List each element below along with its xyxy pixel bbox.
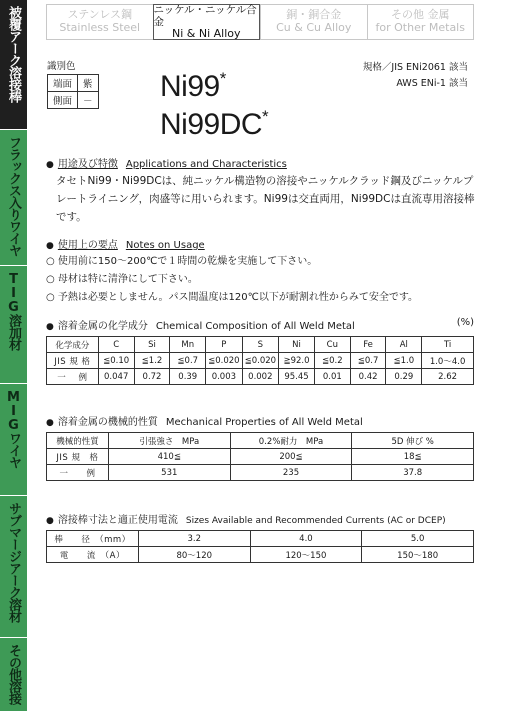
table-cell: ≦0.7 (170, 353, 206, 369)
table-cell: 0.002 (242, 369, 278, 385)
table-header: Si (134, 337, 170, 353)
sidebar-tab-label: フラックス入りワイヤ (6, 136, 21, 256)
tab-label-jp: 銅・銅合金 (286, 8, 342, 22)
heading-jp: 溶接棒寸法と適正使用電流 (57, 515, 178, 526)
table-header-row (47, 433, 474, 449)
table-cell: 37.8 (352, 465, 474, 481)
sidebar-tab-flux-cored-wire[interactable] (0, 130, 27, 266)
table-cell: 0.29 (386, 369, 422, 385)
identification-color-caption: 識別色 (47, 61, 76, 72)
asterisk-mark: * (262, 107, 269, 126)
unit-label: (%) (456, 317, 474, 328)
section-heading (46, 413, 474, 428)
table-cell: 18≦ (352, 449, 474, 465)
usage-notes (46, 253, 486, 307)
metal-category-tabs (46, 4, 474, 40)
table-header: Ni (279, 337, 315, 353)
table-cell: ≦0.10 (98, 353, 134, 369)
table-cell: 紫 (78, 75, 99, 92)
bullet-icon: ● (46, 516, 54, 526)
table-header: C (98, 337, 134, 353)
list-item: ○ 使用前に150～200℃で１時間の乾燥を実施して下さい。 (46, 256, 318, 267)
usage-section (46, 236, 486, 307)
mechanical-table (46, 432, 474, 481)
tab-label-en: Stainless Steel (59, 21, 141, 34)
table-header: 5D 伸び % (352, 433, 474, 449)
table-cell: 電 流 （A） (47, 547, 139, 563)
heading-en: Sizes Available and Recommended Currents (AC or DCEP) (185, 516, 446, 526)
table-header-row (47, 337, 474, 353)
table-header: Cu (314, 337, 350, 353)
table-row (47, 353, 474, 369)
table-header: S (242, 337, 278, 353)
table-row (47, 547, 474, 563)
section-heading (46, 155, 476, 170)
heading-jp: 溶着金属の化学成分 (57, 321, 148, 332)
table-cell: 0.003 (206, 369, 242, 385)
table-row (47, 465, 474, 481)
heading-jp: 使用上の要点 (57, 240, 118, 251)
table-cell: 0.01 (314, 369, 350, 385)
table-row (47, 369, 474, 385)
table-cell: 200≦ (230, 449, 352, 465)
bullet-icon: ● (46, 418, 54, 428)
list-item: ○ 予熱は必要としません。パス間温度は120℃以下が耐割れ性からみて安全です。 (46, 292, 419, 303)
sizes-table (46, 530, 474, 563)
chemical-section (46, 317, 474, 385)
heading-en: Applications and Characteristics (125, 159, 287, 170)
aws-standard: AWS ENi-1 該当 (396, 78, 468, 89)
table-header: Fe (350, 337, 386, 353)
table-header: P (206, 337, 242, 353)
product-name-text: Ni99DC (160, 108, 263, 141)
tab-other-metals[interactable] (367, 4, 475, 40)
sidebar-tab-tig-filler[interactable] (0, 266, 27, 384)
table-cell: 3.2 (138, 531, 250, 547)
section-heading (46, 317, 474, 332)
section-heading (46, 511, 474, 526)
asterisk-mark: * (219, 69, 226, 88)
table-cell: 4.0 (250, 531, 362, 547)
table-cell: 側面 (48, 92, 78, 109)
tab-cu-alloy[interactable] (260, 4, 367, 40)
mechanical-section (46, 413, 474, 481)
table-header: 0.2%耐力 MPa (230, 433, 352, 449)
standards-info (363, 60, 468, 92)
table-row (48, 92, 99, 109)
heading-jp: 用途及び特徴 (57, 159, 118, 170)
sidebar-tab-mig-wire[interactable] (0, 384, 27, 496)
table-cell: ≧92.0 (279, 353, 315, 369)
table-cell: 1.0～4.0 (422, 353, 474, 369)
jis-standard: 規格／JIS ENi2061 該当 (362, 62, 468, 73)
table-cell: JIS 規 格 (47, 353, 99, 369)
table-cell: 0.42 (350, 369, 386, 385)
table-cell: JIS 規 格 (47, 449, 109, 465)
tab-label-jp: その他 金属 (391, 8, 450, 22)
tab-label-en: Cu & Cu Alloy (276, 21, 352, 34)
applications-section (46, 155, 476, 226)
sidebar-tab-label: MIGワイヤ (6, 390, 21, 468)
table-cell: 5.0 (362, 531, 474, 547)
table-cell: 410≦ (108, 449, 230, 465)
table-cell: 0.047 (98, 369, 134, 385)
table-cell: 棒 径 （mm） (47, 531, 139, 547)
bullet-icon: ● (46, 241, 54, 251)
sidebar-tab-label: その他溶接 (6, 644, 21, 704)
sidebar-tab-submerged-arc[interactable] (0, 496, 27, 638)
sidebar-tab-covered-electrodes[interactable] (0, 0, 27, 130)
heading-jp: 溶着金属の機械的性質 (57, 417, 158, 428)
table-cell: 120～150 (250, 547, 362, 563)
table-header: Ti (422, 337, 474, 353)
table-cell: 2.62 (422, 369, 474, 385)
sidebar-tab-other-welding[interactable] (0, 638, 27, 712)
bullet-icon: ● (46, 160, 54, 170)
heading-en: Mechanical Properties of All Weld Metal (165, 417, 363, 428)
table-cell: ≦0.020 (242, 353, 278, 369)
identification-color (47, 58, 99, 109)
sidebar-tab-label: サブマージアーク溶材 (6, 502, 21, 622)
tab-label-jp: ニッケル・ニッケル合金 (153, 3, 257, 28)
table-cell: ≦0.7 (350, 353, 386, 369)
heading-text (58, 240, 205, 251)
table-cell: ≦0.020 (206, 353, 242, 369)
sidebar-tab-label: 被覆アーク溶接棒 (6, 6, 21, 102)
tab-label-en: for Other Metals (375, 21, 465, 34)
chemical-table (46, 336, 474, 385)
table-header: 機械的性質 (47, 433, 109, 449)
list-item: ○ 母材は特に清浄にして下さい。 (46, 274, 198, 285)
table-cell: ≦0.2 (314, 353, 350, 369)
heading-en: Notes on Usage (125, 240, 205, 251)
table-header: 引張強さ MPa (108, 433, 230, 449)
sizes-section (46, 511, 474, 563)
table-cell: ≦1.2 (134, 353, 170, 369)
section-heading (46, 236, 486, 251)
table-row (47, 449, 474, 465)
tab-label-en: Ni & Ni Alloy (171, 26, 241, 40)
product-name-ni99 (160, 64, 268, 102)
product-title (160, 64, 268, 140)
table-cell: 端面 (48, 75, 78, 92)
table-row (48, 75, 99, 92)
table-cell: 95.45 (279, 369, 315, 385)
table-cell: 80～120 (138, 547, 250, 563)
tab-stainless-steel[interactable] (46, 4, 153, 40)
tab-label-jp: ステンレス鋼 (67, 8, 133, 22)
tab-ni-alloy[interactable] (153, 4, 261, 40)
table-row (47, 531, 474, 547)
table-cell: 531 (108, 465, 230, 481)
heading-en: Chemical Composition of All Weld Metal (155, 321, 355, 332)
heading-text (58, 159, 287, 170)
table-cell: 一 例 (47, 369, 99, 385)
identification-color-table (47, 74, 99, 109)
product-name-ni99dc (160, 102, 268, 140)
table-header: Mn (170, 337, 206, 353)
table-header: Al (386, 337, 422, 353)
category-sidebar (0, 0, 27, 712)
table-cell: 0.39 (170, 369, 206, 385)
table-header: 化学成分 (47, 337, 99, 353)
table-cell: － (78, 92, 99, 109)
table-cell: 150～180 (362, 547, 474, 563)
table-cell: 一 例 (47, 465, 109, 481)
table-cell: 235 (230, 465, 352, 481)
table-cell: 0.72 (134, 369, 170, 385)
sidebar-tab-label: TIG溶加材 (6, 272, 21, 350)
product-name-text: Ni99 (160, 70, 220, 103)
bullet-icon: ● (46, 322, 54, 332)
table-cell: ≦1.0 (386, 353, 422, 369)
applications-text: タセトNi99・Ni99DCは、純ニッケル構造物の溶接やニッケルクラッド鋼及びニッケルプレートライニング，肉盛等に用いられます。Ni99は交直両用，Ni99DCは直流専用溶接棒です。 (56, 175, 475, 223)
